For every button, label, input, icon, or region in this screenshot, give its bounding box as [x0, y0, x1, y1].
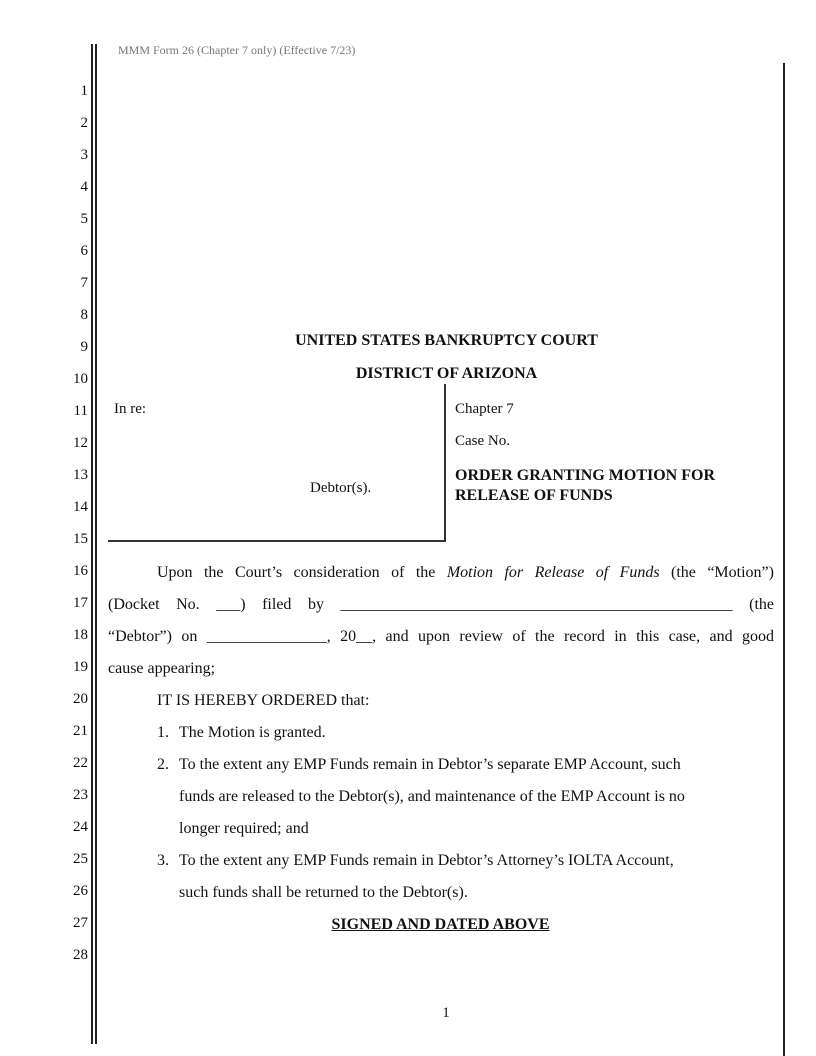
- line-number: 16: [73, 563, 88, 579]
- left-margin-rule: [91, 44, 93, 1044]
- item-3-number: 3.: [157, 852, 169, 869]
- item-2-line-3: longer required; and: [179, 820, 309, 837]
- line-number: 19: [73, 659, 88, 675]
- line-number: 15: [73, 531, 88, 547]
- line-number: 6: [80, 243, 88, 259]
- item-3-line-1: To the extent any EMP Funds remain in Debtor’s Attorney’s IOLTA Account,: [179, 852, 674, 869]
- ordered-clause: IT IS HEREBY ORDERED that:: [157, 692, 370, 709]
- line-number: 2: [80, 115, 88, 131]
- left-margin-rule-inner: [95, 44, 97, 1044]
- page-number: 1: [442, 1005, 450, 1021]
- line-number: 28: [73, 947, 88, 963]
- line-number: 1: [80, 83, 88, 99]
- line-number: 18: [73, 627, 88, 643]
- paragraph-1-line-2: [108, 596, 774, 614]
- paragraph-1-line-4: cause appearing;: [108, 660, 216, 677]
- in-re-label: In re:: [114, 401, 147, 417]
- court-name: UNITED STATES BANKRUPTCY COURT: [295, 332, 598, 349]
- line-number: 21: [73, 723, 88, 739]
- paragraph-1-line-1-lead: Upon the Court’s consideration of the: [157, 564, 447, 581]
- paragraph-1-line-1-tail: (the “Motion”): [659, 564, 774, 581]
- paragraph-1-line-1: [157, 564, 774, 582]
- line-number: 7: [80, 275, 88, 291]
- paragraph-1-line-3-text: “Debtor”) on _______________, 20__, and upon review of the record in this case, and good: [108, 628, 774, 645]
- caption-horizontal-rule: [108, 540, 445, 542]
- signed-and-dated: SIGNED AND DATED ABOVE: [331, 916, 550, 933]
- line-number: 17: [73, 595, 88, 611]
- line-number: 14: [73, 499, 88, 515]
- form-identifier: MMM Form 26 (Chapter 7 only) (Effective 7/23): [118, 43, 356, 57]
- line-number: 4: [80, 179, 88, 195]
- right-margin-rule: [783, 63, 785, 1056]
- case-number-label: Case No.: [455, 433, 510, 449]
- line-number: 20: [73, 691, 88, 707]
- line-number: 12: [73, 435, 88, 451]
- paragraph-1-line-3: [108, 628, 774, 646]
- line-number: 22: [73, 755, 88, 771]
- item-3-line-2: such funds shall be returned to the Debtor(s).: [179, 884, 468, 901]
- chapter-label: Chapter 7: [455, 401, 514, 417]
- line-number: 24: [73, 819, 88, 835]
- line-number: 5: [80, 211, 88, 227]
- line-number: 26: [73, 883, 88, 899]
- line-number: 25: [73, 851, 88, 867]
- line-number: 23: [73, 787, 88, 803]
- motion-title: Motion for Release of Funds: [446, 564, 660, 581]
- line-number: 13: [73, 467, 88, 483]
- paragraph-1-line-2-text: (Docket No. ___) filed by _________________________________________________ (the: [108, 596, 774, 613]
- item-1-line-1: The Motion is granted.: [179, 724, 326, 741]
- line-number: 9: [80, 339, 88, 355]
- item-2-line-2: funds are released to the Debtor(s), and maintenance of the EMP Account is no: [179, 788, 685, 805]
- order-title-line-2: RELEASE OF FUNDS: [455, 487, 613, 504]
- caption-vertical-rule: [444, 384, 446, 542]
- item-2-number: 2.: [157, 756, 169, 773]
- item-1-number: 1.: [157, 724, 169, 741]
- line-number: 27: [73, 915, 88, 931]
- order-title-line-1: ORDER GRANTING MOTION FOR: [455, 467, 716, 484]
- line-number: 8: [80, 307, 88, 323]
- line-number: 11: [73, 403, 88, 419]
- line-number: 10: [73, 371, 88, 387]
- line-number: 3: [80, 147, 88, 163]
- item-2-line-1: To the extent any EMP Funds remain in Debtor’s separate EMP Account, such: [179, 756, 681, 773]
- court-district: DISTRICT OF ARIZONA: [355, 365, 538, 382]
- debtor-label: Debtor(s).: [310, 480, 372, 496]
